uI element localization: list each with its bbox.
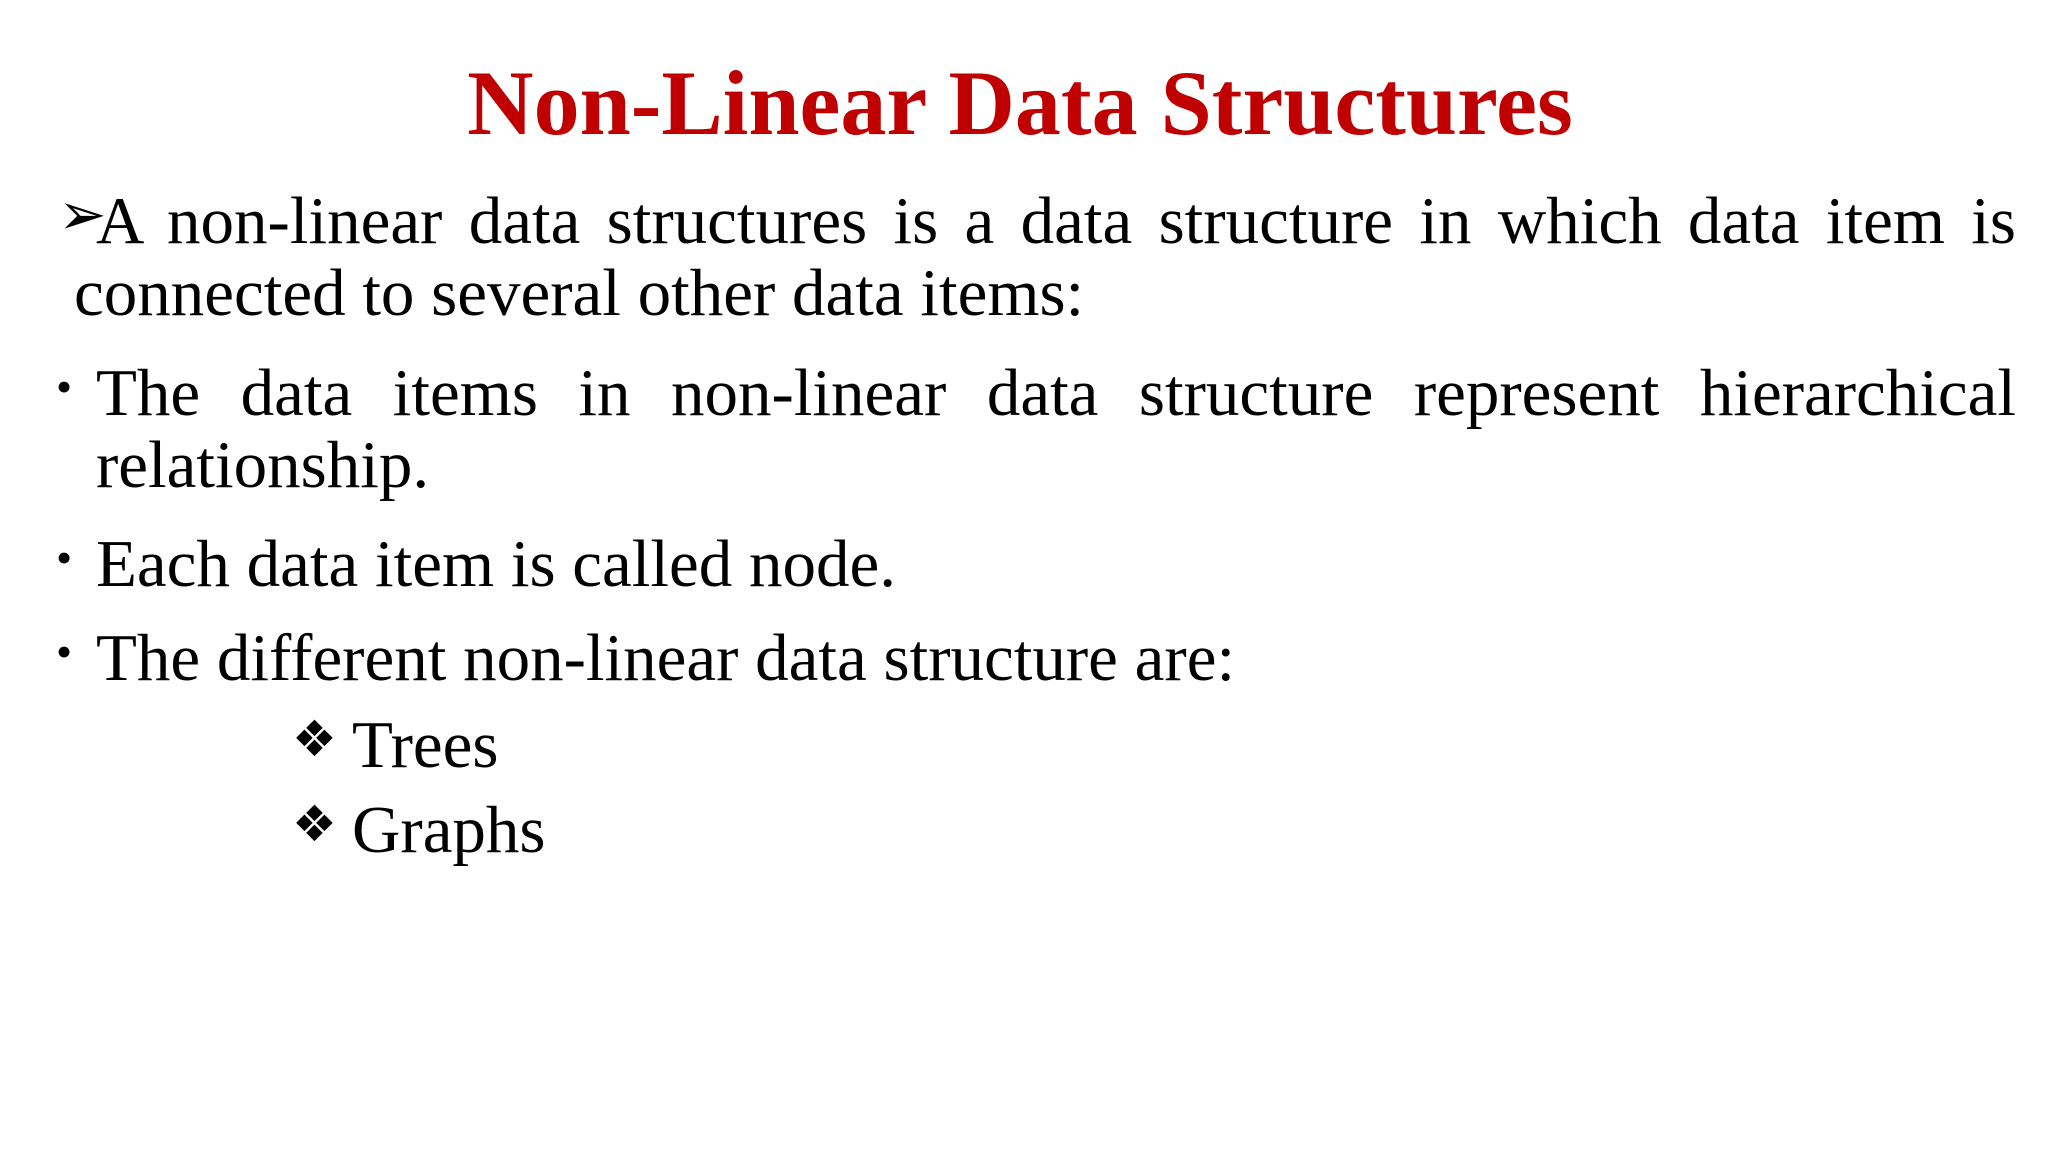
four-diamond-bullet-icon: ❖ bbox=[292, 710, 337, 768]
sub-item-trees bbox=[292, 705, 499, 785]
bullet-text: The data items in non-linear data structure represent hierarchical relationship. bbox=[96, 356, 2016, 502]
sub-item-label: Graphs bbox=[352, 793, 546, 867]
slide-title: Non-Linear Data Structures bbox=[467, 52, 1573, 154]
bullet-text: Each data item is called node. bbox=[96, 527, 896, 601]
dot-bullet-icon: • bbox=[56, 626, 73, 677]
bullet-text: The different non-linear data structure are: bbox=[96, 621, 1236, 695]
arrowhead-bullet-icon: ➢ bbox=[58, 182, 107, 247]
bullet-point-definition bbox=[58, 182, 2016, 330]
bullet-point-hierarchical bbox=[56, 356, 2016, 502]
four-diamond-bullet-icon: ❖ bbox=[292, 795, 337, 853]
bullet-text: A non-linear data structures is a data structure in which data item is connected to several other data items: bbox=[74, 184, 2016, 330]
dot-bullet-icon: • bbox=[56, 361, 73, 412]
sub-item-label: Trees bbox=[352, 708, 499, 782]
sub-item-graphs bbox=[292, 790, 546, 870]
dot-bullet-icon: • bbox=[56, 532, 73, 583]
bullet-point-node bbox=[56, 527, 2016, 601]
bullet-point-types bbox=[56, 621, 2016, 695]
